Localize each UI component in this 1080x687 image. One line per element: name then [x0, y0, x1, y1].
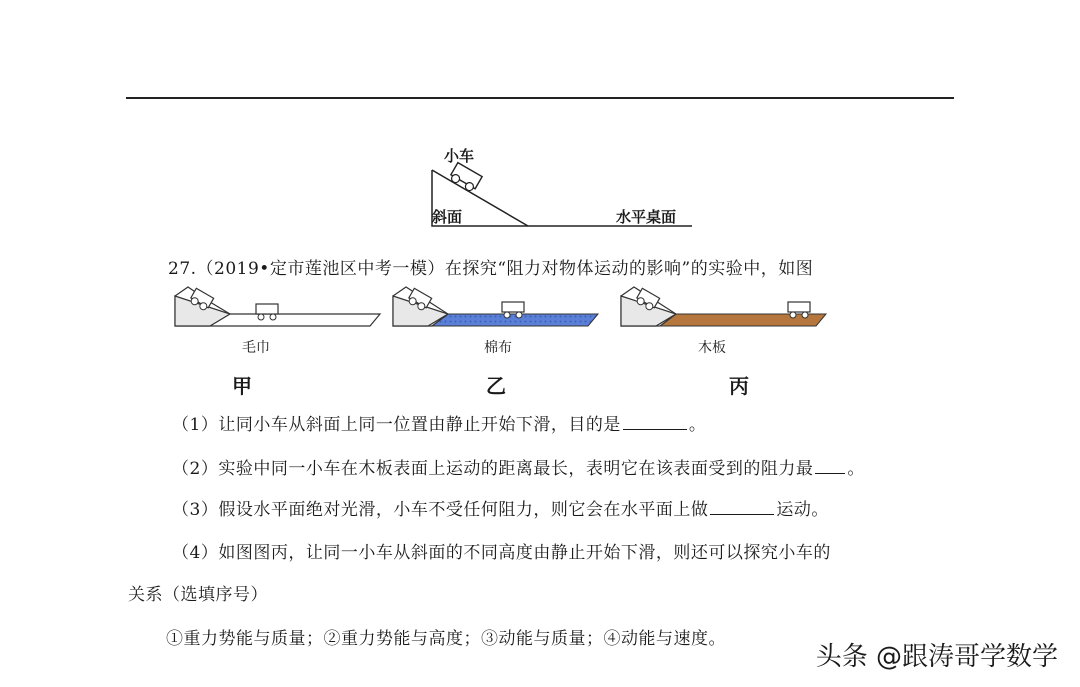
- question-2-text: （2）实验中同一小车在木板表面上运动的距离最长，表明它在该表面受到的阻力最: [172, 459, 814, 479]
- question-4-line-1: （4）如图图丙，让同一小车从斜面的不同高度由静止开始下滑，则还可以探究小车的: [172, 543, 831, 563]
- question-4-line-2: 关系（选填序号）: [128, 585, 268, 605]
- top-rule: [126, 97, 954, 99]
- panel-board: [616, 284, 831, 339]
- table-label: 水平桌面: [616, 208, 677, 226]
- surface-label-cotton: 棉布: [484, 340, 512, 356]
- surface-label-towel: 毛巾: [242, 340, 270, 356]
- panel-letter-bing: 丙: [729, 374, 749, 398]
- panel-towel: [170, 284, 385, 339]
- cart-label: 小车: [444, 147, 475, 165]
- answer-blank-3[interactable]: [710, 513, 774, 515]
- question-3: （3）假设水平面绝对光滑，小车不受任何阻力，则它会在水平面上做 运动。: [172, 500, 829, 520]
- panel-letter-yi: 乙: [486, 374, 506, 398]
- answer-blank-2[interactable]: [815, 472, 845, 474]
- question-3-text: （3）假设水平面绝对光滑，小车不受任何阻力，则它会在水平面上做: [172, 500, 709, 520]
- question-stem: 27.（2019•定市莲池区中考一模）在探究“阻力对物体运动的影响”的实验中，如图: [168, 259, 814, 279]
- panel-cotton: [388, 284, 603, 339]
- question-4-options: ①重力势能与质量；②重力势能与高度；③动能与质量；④动能与速度。: [166, 629, 726, 649]
- watermark: 头条 @跟涛哥学数学: [815, 642, 1058, 672]
- slope-label: 斜面: [432, 208, 463, 226]
- question-1-text: （1）让同小车从斜面上同一位置由静止开始下滑，目的是: [172, 415, 621, 435]
- panel-letter-jia: 甲: [232, 374, 252, 398]
- surface-label-board: 木板: [698, 340, 726, 356]
- question-1: （1）让同小车从斜面上同一位置由静止开始下滑，目的是 。: [172, 415, 707, 435]
- answer-blank-1[interactable]: [623, 428, 687, 430]
- question-2: （2）实验中同一小车在木板表面上运动的距离最长，表明它在该表面受到的阻力最 。: [172, 459, 865, 479]
- cart-icon: [448, 163, 482, 193]
